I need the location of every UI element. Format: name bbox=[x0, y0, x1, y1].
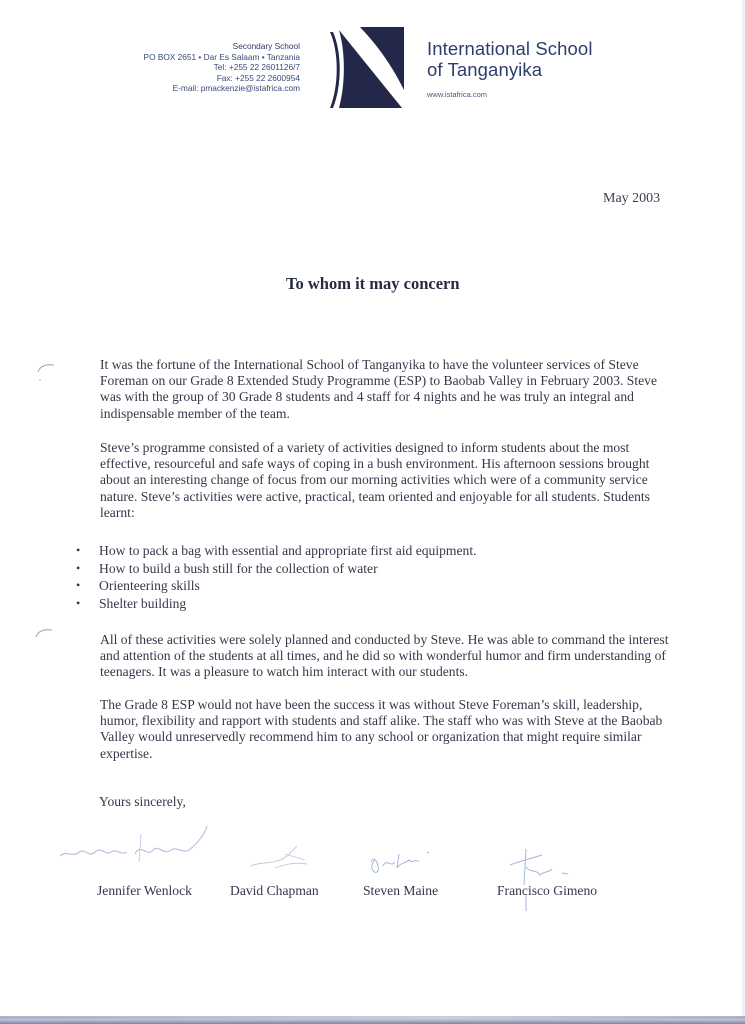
paragraph-3 bbox=[100, 632, 675, 681]
signature-francisco-gimeno bbox=[500, 845, 580, 915]
signatory-name: David Chapman bbox=[230, 883, 319, 898]
paragraph-2 bbox=[100, 440, 675, 521]
list-item-text: Orienteering skills bbox=[99, 578, 200, 593]
signatory-name: Francisco Gimeno bbox=[497, 883, 598, 898]
punch-hole-mark-icon bbox=[32, 623, 60, 643]
paragraph-text: All of these activities were solely planned and conducted by Steve. He was able to command the interest and attention of the students at all times, and he did so with wonderful humor and firm understanding of teenagers. It was a pleasure to watch him interact with our students. bbox=[100, 632, 669, 680]
telephone: Tel: +255 22 2601126/7 bbox=[213, 62, 300, 73]
list-item bbox=[74, 595, 477, 613]
bullet-icon: • bbox=[76, 560, 81, 575]
paragraph-4 bbox=[100, 697, 675, 762]
signature-steven-maine bbox=[365, 842, 445, 877]
paragraph-text: The Grade 8 ESP would not have been the success it was without Steve Foreman’s skill, leadership, humor, flexibility and rapport with students and staff alike. The staff who was with Steve at the Baobab Valley would unreservedly recommend him to any school or organization that might require similar expertise. bbox=[100, 697, 663, 761]
school-brand bbox=[427, 38, 593, 99]
school-name-line2: of Tanganyika bbox=[427, 59, 543, 80]
closing: Yours sincerely, bbox=[99, 794, 186, 809]
list-item bbox=[74, 542, 477, 560]
bullet-icon: • bbox=[76, 578, 81, 592]
letterhead-address-block bbox=[144, 41, 300, 94]
school-logo-sail-icon bbox=[330, 24, 406, 110]
letter-title: To whom it may concern bbox=[286, 274, 460, 293]
school-type: Secondary School bbox=[232, 41, 300, 51]
list-item-text: Shelter building bbox=[99, 595, 187, 611]
list-item-text: How to build a bush still for the collection of water bbox=[99, 560, 378, 576]
skills-list bbox=[74, 542, 477, 612]
letter-date: May 2003 bbox=[603, 191, 661, 206]
paragraph-text: Steve’s programme consisted of a variety of activities designed to inform students about the most effective, resourceful and safe ways of coping in a bush environment. His afternoon sessions brought about an interesting change of focus from our morning activities which were of a community service nature. Steve’s activities were active, practical, team oriented and enjoyable for all students. Students learnt: bbox=[100, 440, 650, 520]
bullet-icon: • bbox=[76, 543, 81, 557]
signatory-name: Steven Maine bbox=[363, 883, 439, 898]
punch-hole-mark-icon bbox=[34, 358, 62, 386]
email: E-mail: pmackenzie@istafrica.com bbox=[172, 83, 300, 94]
fax: Fax: +255 22 2600954 bbox=[216, 72, 300, 83]
school-website: www.istafrica.com bbox=[427, 90, 488, 99]
paragraph-1 bbox=[100, 357, 675, 422]
school-name-line1: International School bbox=[427, 38, 593, 59]
paragraph-text: It was the fortune of the International School of Tanganyika to have the volunteer services of Steve Foreman on our Grade 8 Extended Study Programme (ESP) to Baobab Valley in February 2003. Steve was with the group of 30 Grade 8 students and 4 staff for 4 nights and he was truly an integral and indispensable member of the team. bbox=[100, 357, 657, 421]
postal-address: PO BOX 2651 • Dar Es Salaam • Tanzania bbox=[143, 51, 300, 62]
list-item bbox=[74, 577, 477, 595]
signature-david-chapman bbox=[245, 840, 325, 875]
list-item-text: How to pack a bag with essential and appropriate first aid equipment. bbox=[99, 543, 477, 558]
signature-jennifer-wenlock bbox=[55, 822, 215, 872]
bullet-icon: • bbox=[76, 595, 81, 610]
page-bottom-edge bbox=[0, 1019, 745, 1024]
signatory-name: Jennifer Wenlock bbox=[97, 883, 192, 898]
list-item bbox=[74, 560, 477, 578]
